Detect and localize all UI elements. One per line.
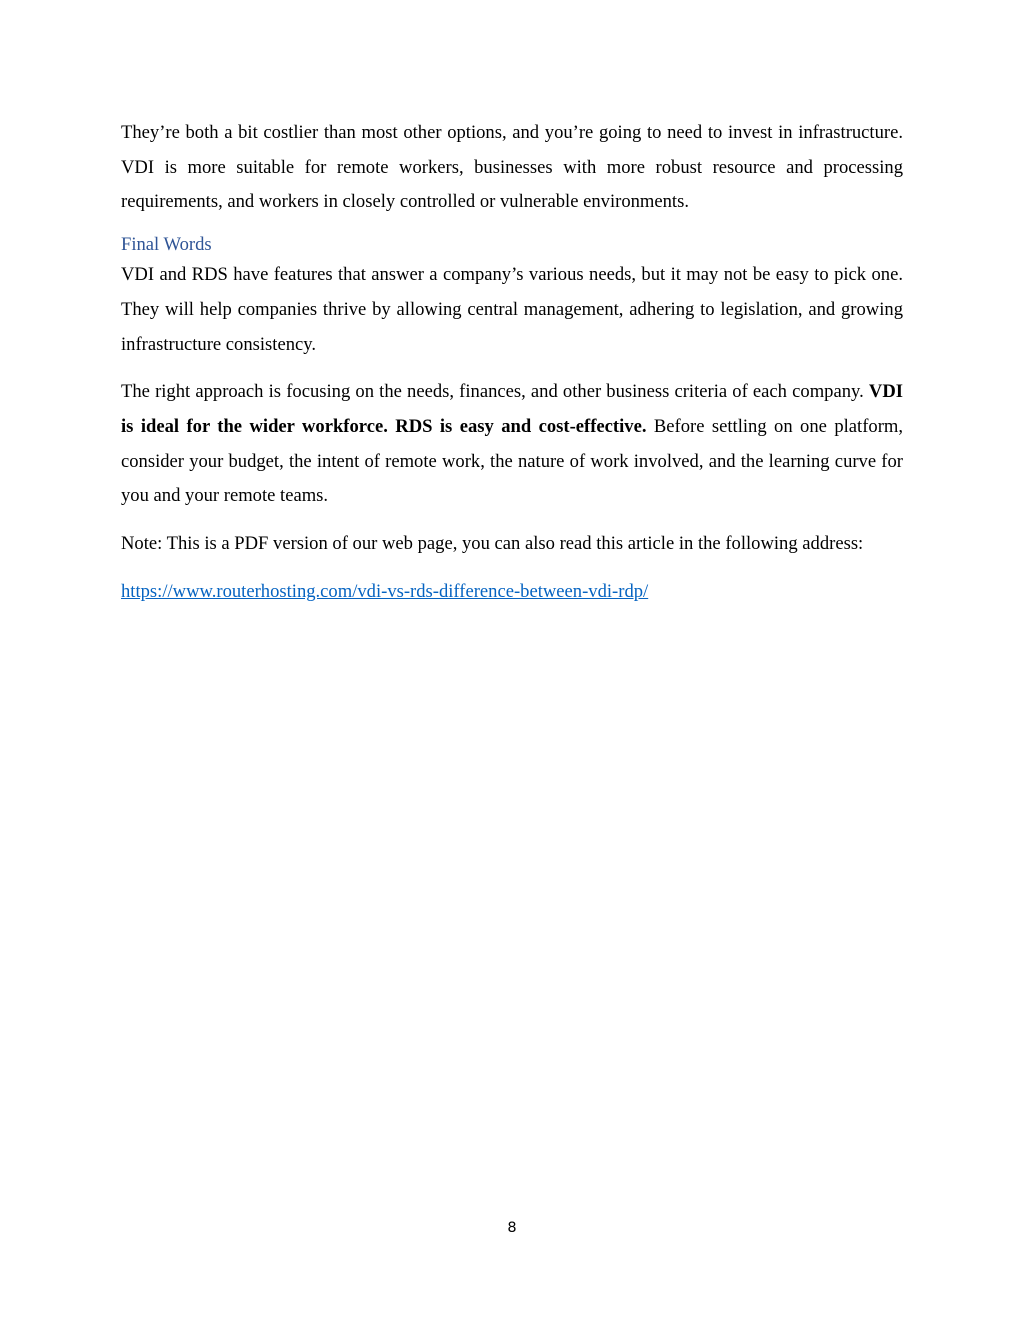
document-body [121,116,903,609]
paragraph-right-approach-end: Before settling on one platform, consider your budget, the intent of remote work, the nature of work involved, and the learning curve for you and your remote teams. [121,415,903,507]
paragraph-cost-and-infrastructure: They’re both a bit costlier than most other options, and you’re going to need to invest in infrastructure. VDI is more suitable for remote workers, businesses with more robust resource and processing requirements, and workers in closely controlled or vulnerable environments. [121,122,903,213]
paragraph-right-approach-start: The right approach is focusing on the needs, finances, and other business criteria of each company. [121,381,864,403]
paragraph-right-approach [121,375,903,514]
article-link[interactable]: https://www.routerhosting.com/vdi-vs-rds-difference-between-vdi-rdp/ [121,580,649,602]
paragraph-features: VDI and RDS have features that answer a company’s various needs, but it may not be easy to pick one. They will help companies thrive by allowing central management, adhering to legislation, and growing infrastructure consistency. [121,264,903,355]
paragraph-note: Note: This is a PDF version of our web page, you can also read this article in the following address: [121,533,864,555]
section-heading-final-words: Final Words [121,234,212,256]
paragraph-link [121,575,903,610]
page-number: 8 [507,1220,517,1236]
paragraph-right-approach-bold: VDI is ideal for the wider workforce. RDS is easy and cost-effective. [121,381,904,437]
